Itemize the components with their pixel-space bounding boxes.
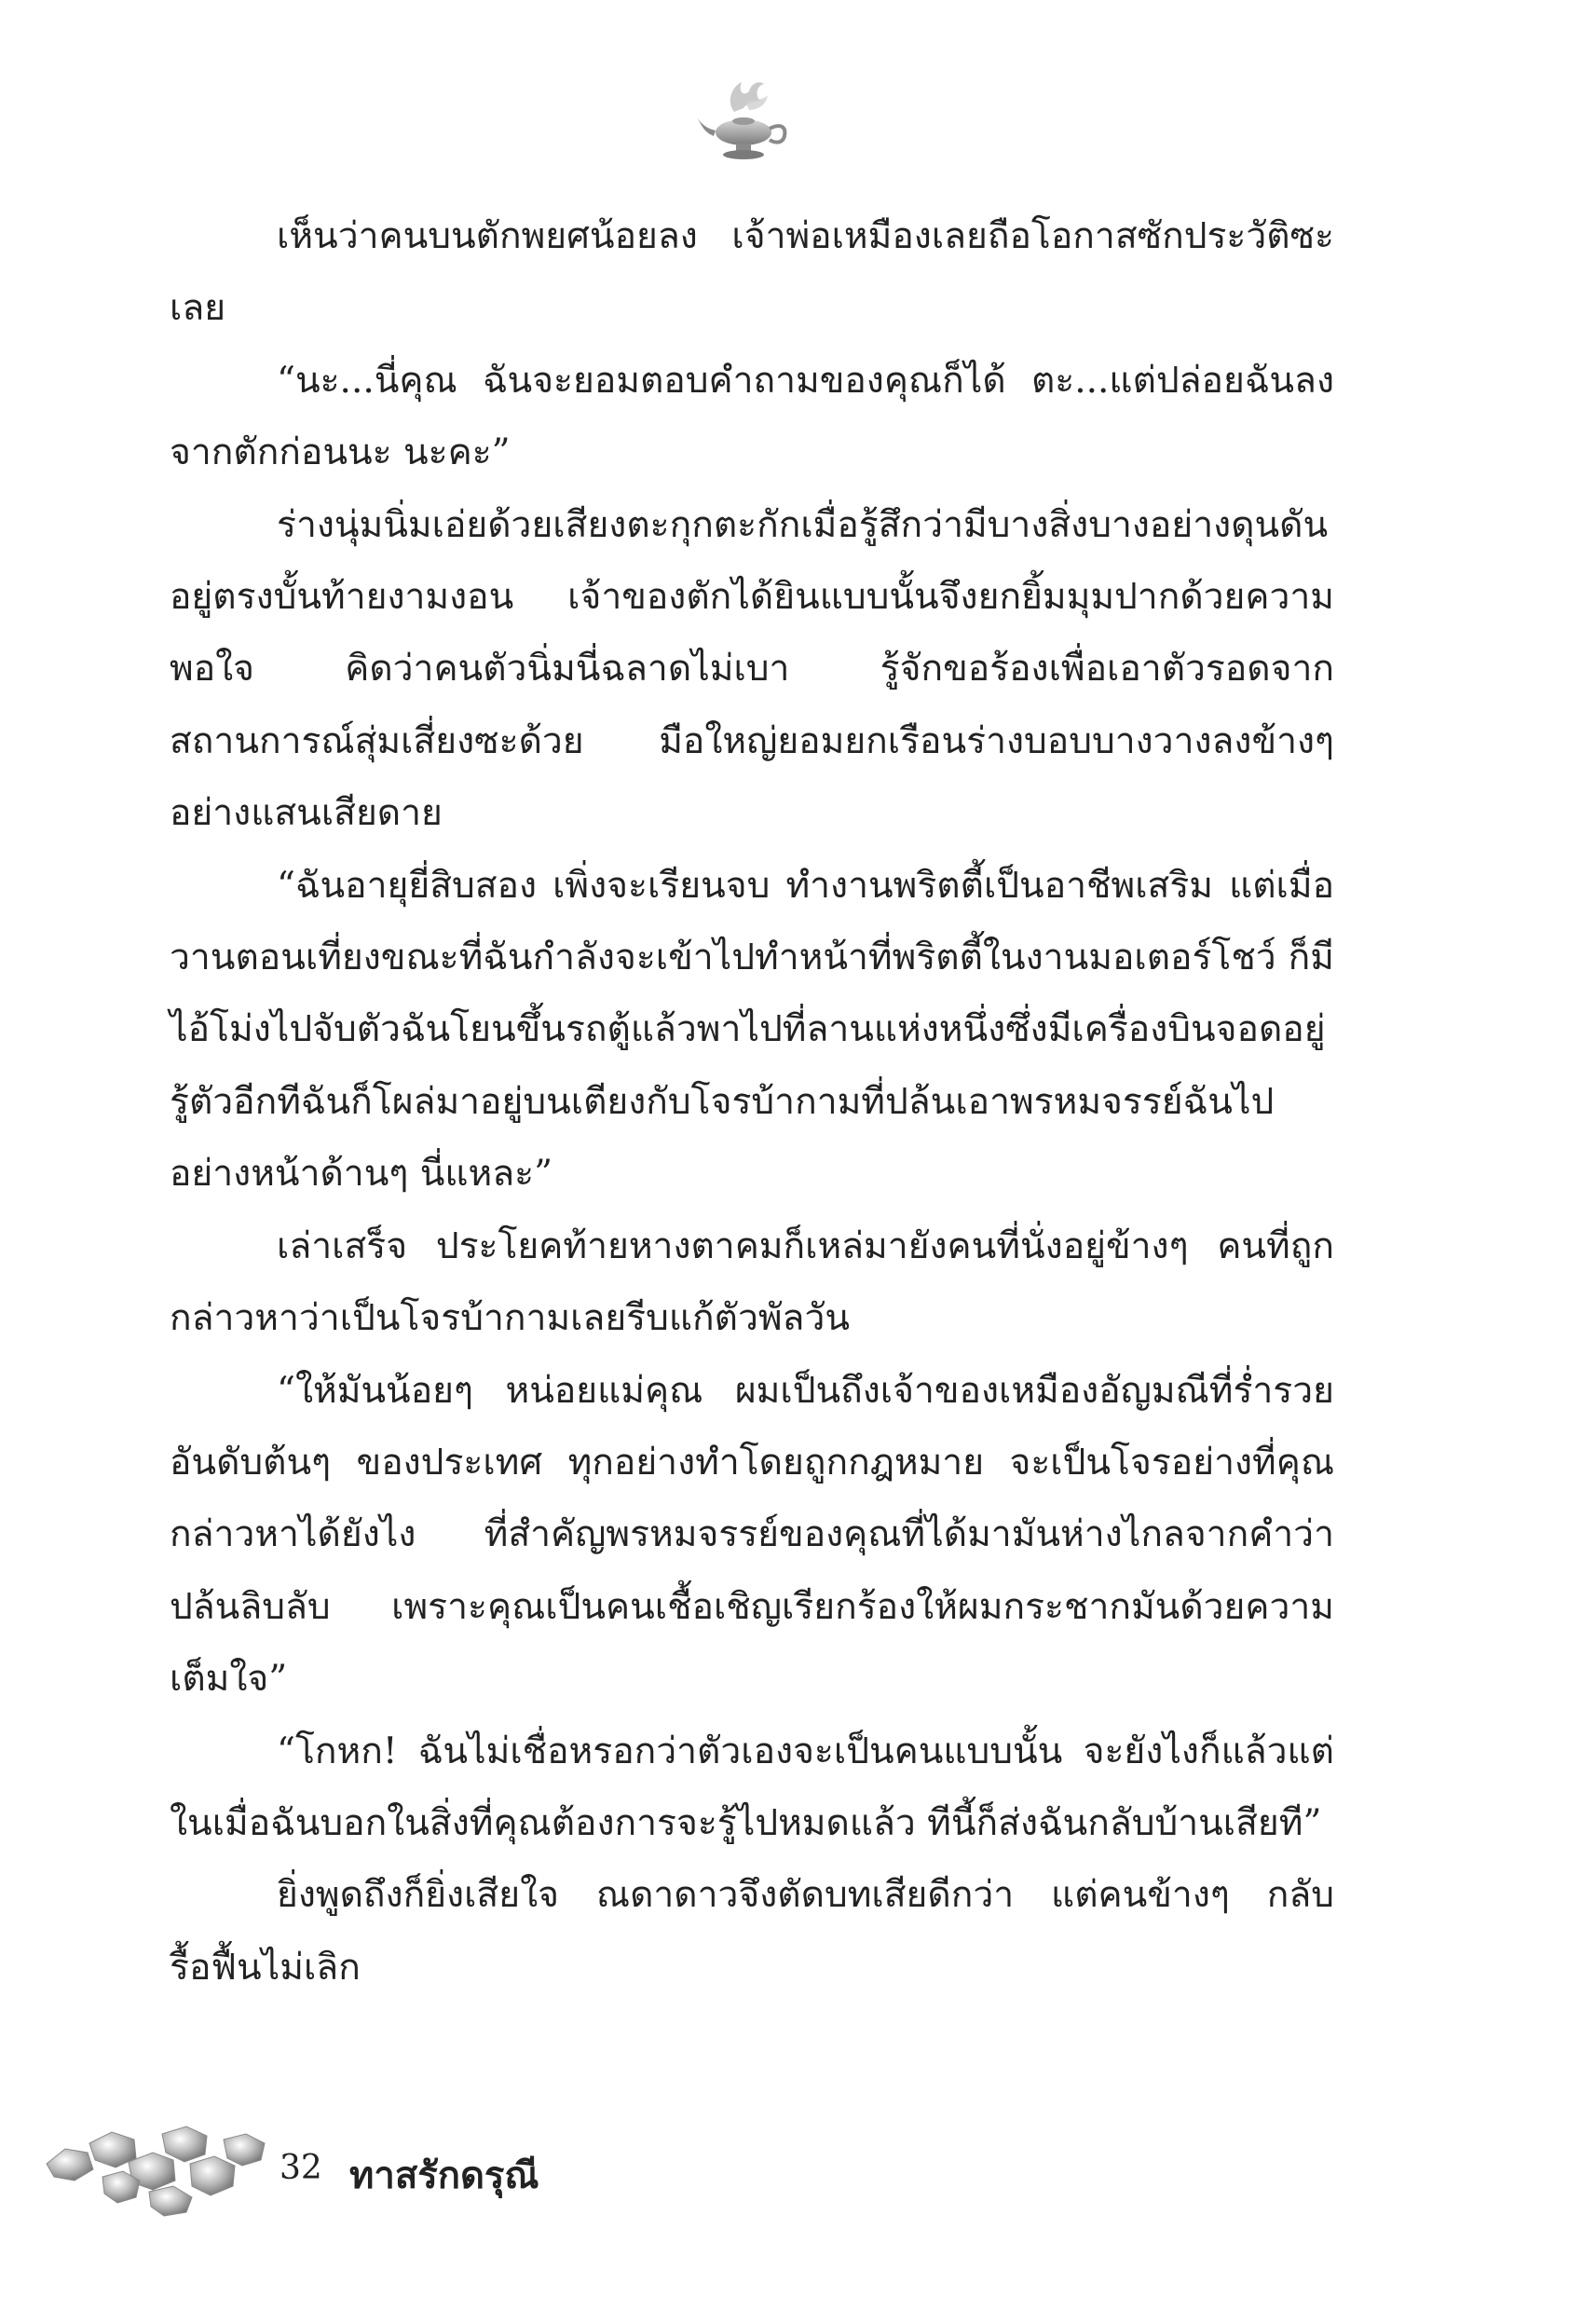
paragraph: ร่างนุ่มนิ่มเอ่ยด้วยเสียงตะกุกตะกักเมื่อรู้สึกว่ามีบางสิ่งบางอย่างดุนดันอยู่ตรงบั้นท้ายงามงอน เจ้าของตักได้ยินแบบนั้นจึงยกยิ้มมุมปากด้วยความพอใจ คิดว่าคนตัวนิ่มนี่ฉลาดไม่เบา รู้จักขอร้องเพื่อเอาตัวรอดจากสถานการณ์สุ่มเสี่ยงซะด้วย มือใหญ่ยอมยกเรือนร่างบอบบางวางลงข้างๆ อย่างแสนเสียดาย	[170, 503, 1334, 835]
paragraph: เล่าเสร็จ ประโยคท้ายหางตาคมก็เหล่มายังคนที่นั่งอยู่ข้างๆ คนที่ถูกกล่าวหาว่าเป็นโจรบ้ากามเลยรีบแก้ตัวพัลวัน	[170, 1224, 1334, 1340]
page-number: 32	[280, 2149, 322, 2187]
paragraph: “ฉันอายุยี่สิบสอง เพิ่งจะเรียนจบ ทำงานพริตตี้เป็นอาชีพเสริม แต่เมื่อวานตอนเที่ยงขณะที่ฉันกำลังจะเข้าไปทำหน้าที่พริตตี้ในงานมอเตอร์โชว์ ก็มีไอ้โม่งไปจับตัวฉันโยนขึ้นรถตู้แล้วพาไปที่ลานแห่งหนึ่งซึ่งมีเครื่องบินจอดอยู่ รู้ตัวอีกทีฉันก็โผล่มาอยู่บนเตียงกับโจรบ้ากามที่ปล้นเอาพรหมจรรย์ฉันไปอย่างหน้าด้านๆ นี่แหละ”	[170, 864, 1334, 1196]
genie-lamp-icon	[689, 75, 801, 168]
page-footer	[37, 2115, 689, 2218]
paragraph: เห็นว่าคนบนตักพยศน้อยลง เจ้าพ่อเหมืองเลยถือโอกาสซักประวัติซะเลย	[170, 215, 1334, 330]
paragraph: “ให้มันน้อยๆ หน่อยแม่คุณ ผมเป็นถึงเจ้าของเหมืองอัญมณีที่ร่ำรวยอันดับต้นๆ ของประเทศ ทุกอย่างทำโดยถูกกฎหมาย จะเป็นโจรอย่างที่คุณกล่าวหาได้ยังไง ที่สำคัญพรหมจรรย์ของคุณที่ได้มามันห่างไกลจากคำว่าปล้นลิบลับ เพราะคุณเป็นคนเชื้อเชิญเรียกร้องให้ผมกระชากมันด้วยความเต็มใจ”	[170, 1369, 1334, 1701]
paragraph: “นะ...นี่คุณ ฉันจะยอมตอบคำถามของคุณก็ได้ ตะ...แต่ปล่อยฉันลงจากตักก่อนนะ นะคะ”	[170, 359, 1334, 474]
diamonds-icon	[37, 2115, 289, 2218]
paragraph: “โกหก! ฉันไม่เชื่อหรอกว่าตัวเองจะเป็นคนแบบนั้น จะยังไงก็แล้วแต่ ในเมื่อฉันบอกในสิ่งที่คุณต้องการจะรู้ไปหมดแล้ว ทีนี้ก็ส่งฉันกลับบ้านเสียที”	[170, 1730, 1334, 1844]
book-title: ทาสรักดรุณี	[349, 2154, 539, 2197]
body-text	[170, 200, 1334, 2003]
paragraph: ยิ่งพูดถึงก็ยิ่งเสียใจ ณดาดาวจึงตัดบทเสียดีกว่า แต่คนข้างๆ กลับรื้อฟื้นไม่เลิก	[170, 1874, 1334, 1989]
